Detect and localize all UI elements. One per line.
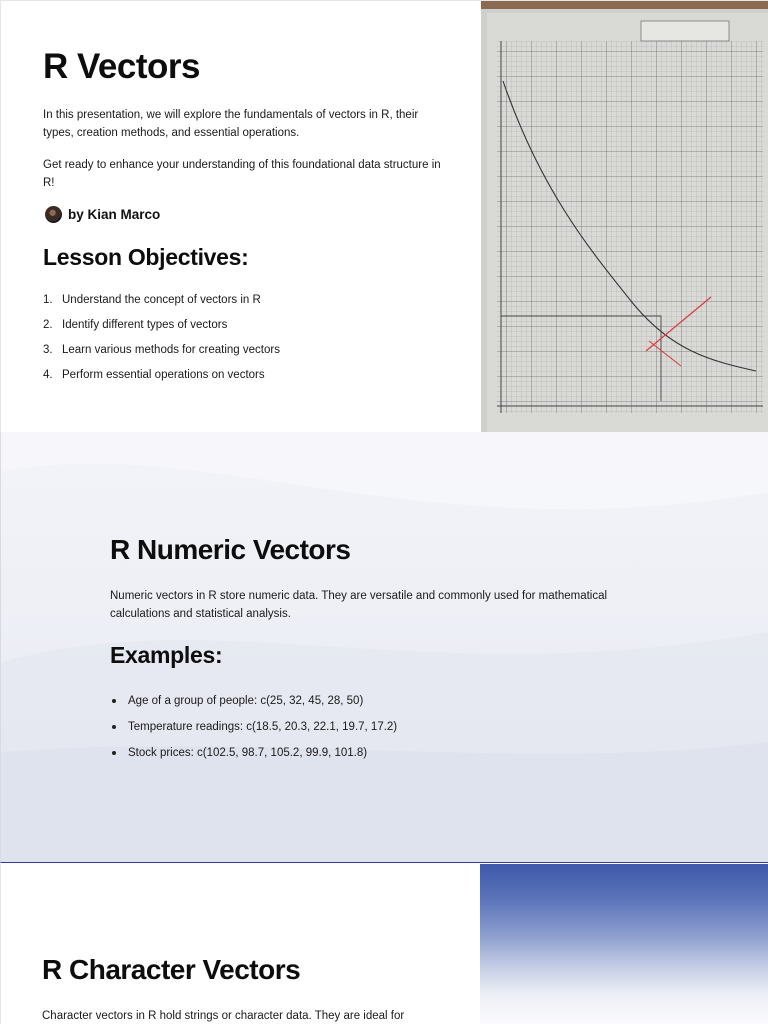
slide-body: Numeric vectors in R store numeric data. They are versatile and commonly used for mathematical calculations and statistical analysis. xyxy=(110,590,608,620)
list-item-text: Identify different types of vectors xyxy=(62,319,228,331)
list-item-text: Learn various methods for creating vectors xyxy=(62,344,280,356)
slide-title: R Vectors xyxy=(43,47,200,86)
list-item-text: Understand the concept of vectors in R xyxy=(62,294,261,306)
list-item-text: Perform essential operations on vectors xyxy=(62,369,265,381)
bullet-icon xyxy=(112,699,116,703)
list-item xyxy=(112,714,397,740)
list-item xyxy=(43,291,280,316)
list-item xyxy=(112,688,397,714)
examples-heading: Examples: xyxy=(110,642,223,668)
list-number: 4. xyxy=(43,369,53,381)
examples-list xyxy=(112,688,397,766)
intro-paragraph-2: Get ready to enhance your understanding of this foundational data structure in R! xyxy=(43,159,441,189)
list-number: 1. xyxy=(43,294,53,306)
list-item xyxy=(43,341,280,366)
list-item xyxy=(112,740,397,766)
graph-paper-illustration xyxy=(481,1,768,432)
graph-paper-photo xyxy=(481,1,768,432)
list-item xyxy=(43,366,280,391)
author-line xyxy=(45,206,160,223)
slide-title: R Numeric Vectors xyxy=(110,534,351,565)
objectives-heading: Lesson Objectives: xyxy=(43,244,249,270)
bullet-icon xyxy=(112,725,116,729)
author-name: by Kian Marco xyxy=(68,207,161,222)
list-number: 2. xyxy=(43,319,53,331)
list-item xyxy=(43,316,280,341)
slide-title: R Character Vectors xyxy=(42,954,301,985)
avatar xyxy=(45,206,62,223)
list-item-text: Temperature readings: c(18.5, 20.3, 22.1, 19.7, 17.2) xyxy=(128,721,398,733)
list-number: 3. xyxy=(43,344,53,356)
gradient-image xyxy=(480,864,768,1024)
list-item-text: Stock prices: c(102.5, 98.7, 105.2, 99.9, 101.8) xyxy=(128,747,368,759)
slide-body: Character vectors in R hold strings or character data. They are ideal for xyxy=(42,1010,405,1022)
intro-paragraph: In this presentation, we will explore the fundamentals of vectors in R, their types, creation methods, and essential operations. xyxy=(43,109,419,139)
slide-r-vectors xyxy=(0,0,768,432)
list-item-text: Age of a group of people: c(25, 32, 45, 28, 50) xyxy=(128,695,364,707)
objectives-list xyxy=(43,291,280,391)
bullet-icon xyxy=(112,751,116,755)
